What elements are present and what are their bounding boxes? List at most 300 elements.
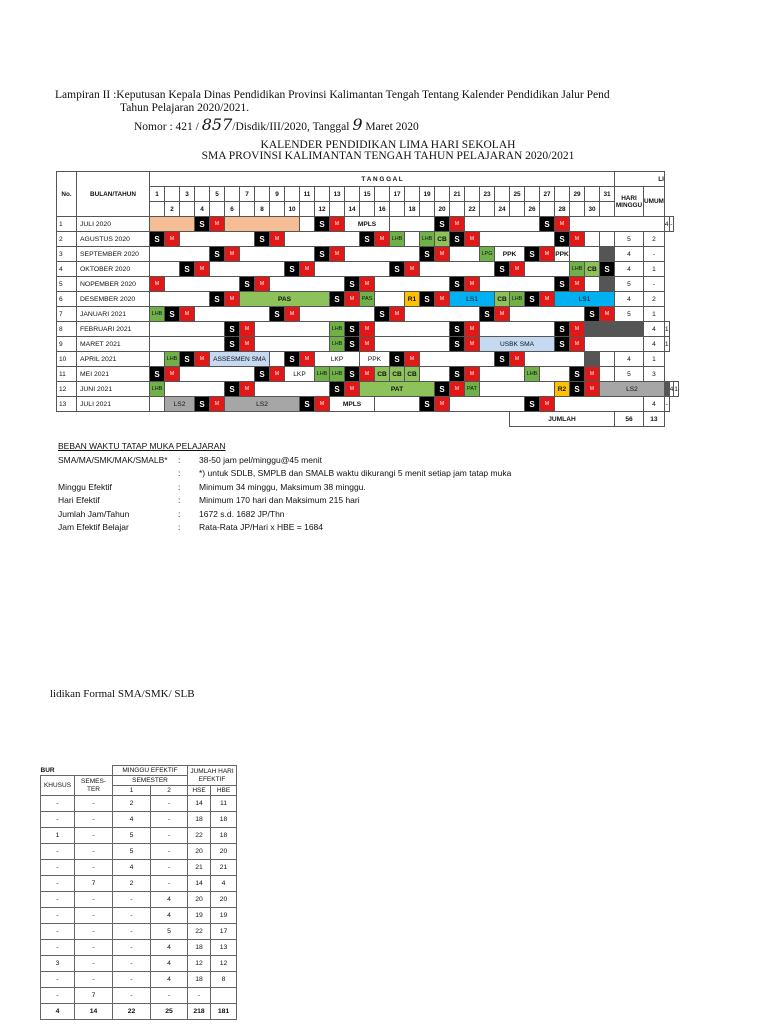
- sunday-cell: S: [345, 367, 360, 382]
- holiday-cell: M: [285, 307, 300, 322]
- day-header-bottom: 30: [585, 202, 600, 217]
- day-header-bottom: 4: [195, 202, 210, 217]
- day-cell: LS1: [450, 292, 495, 307]
- decree-header-line1: Lampiran II :Keputusan Kepala Dinas Pendidikan Provinsi Kalimantan Tengah Tentang Kalender Pendidikan Jalur Pend: [55, 89, 610, 101]
- sunday-cell: S: [480, 307, 495, 322]
- jumlah-label: JUMLAH: [510, 412, 615, 427]
- effective-cell: 20: [211, 892, 237, 908]
- effective-row: [41, 828, 257, 844]
- day-header-top: 29: [570, 187, 585, 202]
- sunday-cell: S: [540, 217, 555, 232]
- row-hari-minggu: 4: [644, 337, 665, 352]
- effective-cell: 19: [188, 908, 211, 924]
- day-cell: R1: [405, 292, 420, 307]
- sunday-cell: S: [390, 352, 405, 367]
- day-cell: LHB: [420, 232, 435, 247]
- sunday-cell: S: [195, 397, 210, 412]
- day-cell: [525, 352, 585, 367]
- day-header-top: 31: [600, 187, 615, 202]
- row-month: FEBRUARI 2021: [77, 322, 150, 337]
- beban-value: Minimum 34 minggu, Maksimum 38 minggu.: [199, 482, 366, 492]
- holiday-cell: M: [210, 217, 225, 232]
- sunday-cell: S: [495, 352, 510, 367]
- day-cell: [315, 262, 390, 277]
- day-header-top: [375, 187, 390, 202]
- beban-separator: :: [178, 522, 181, 532]
- row-number: 6: [57, 292, 77, 307]
- row-number: 7: [57, 307, 77, 322]
- effective-cell: 2: [113, 876, 151, 892]
- sunday-cell: S: [165, 307, 180, 322]
- beban-separator: :: [178, 495, 181, 505]
- day-cell: [375, 292, 405, 307]
- day-cell: MPLS: [330, 397, 375, 412]
- holiday-cell: M: [270, 232, 285, 247]
- effective-cell: -: [41, 908, 75, 924]
- holiday-cell: M: [165, 232, 180, 247]
- effective-cell: -: [41, 892, 75, 908]
- day-header-bottom: [210, 202, 225, 217]
- day-header-bottom: 28: [555, 202, 570, 217]
- day-cell: LHB: [330, 337, 345, 352]
- day-header-top: 11: [300, 187, 315, 202]
- row-month: APRIL 2021: [77, 352, 150, 367]
- day-cell: [600, 277, 615, 292]
- holiday-cell: M: [570, 337, 585, 352]
- beban-separator: :: [178, 468, 181, 478]
- effective-cell: 4: [151, 956, 188, 972]
- holiday-cell: M: [450, 382, 465, 397]
- day-header-top: 9: [270, 187, 285, 202]
- day-cell: [300, 307, 375, 322]
- effective-cell: 21: [188, 860, 211, 876]
- holiday-cell: M: [435, 247, 450, 262]
- day-cell: CB: [435, 232, 450, 247]
- sunday-cell: S: [300, 397, 315, 412]
- day-header-bottom: 24: [495, 202, 510, 217]
- day-cell: USBK SMA: [480, 337, 555, 352]
- day-header-bottom: [240, 202, 255, 217]
- effective-row: [41, 844, 257, 860]
- row-umum: -: [664, 397, 669, 412]
- day-header-top: [195, 187, 210, 202]
- row-month: MEI 2021: [77, 367, 150, 382]
- day-cell: [480, 232, 555, 247]
- row-umum: 1: [664, 337, 669, 352]
- row-umum: 3: [644, 367, 665, 382]
- row-number: 4: [57, 262, 77, 277]
- day-header-top: 19: [420, 187, 435, 202]
- sunday-cell: S: [225, 337, 240, 352]
- day-header-top: [555, 187, 570, 202]
- effective-cell: -: [75, 796, 113, 812]
- effective-cell: 12: [211, 956, 237, 972]
- effective-cell: -: [113, 892, 151, 908]
- holiday-cell: M: [435, 292, 450, 307]
- day-cell: LHB: [510, 292, 525, 307]
- holiday-cell: M: [540, 247, 555, 262]
- sunday-cell: S: [555, 337, 570, 352]
- effective-cell: -: [75, 860, 113, 876]
- day-cell: CB: [405, 367, 420, 382]
- effective-cell: 5: [151, 924, 188, 940]
- calendar-row: [57, 382, 679, 397]
- day-header-bottom: 14: [345, 202, 360, 217]
- decree-number-prefix: Nomor : 421 /: [134, 121, 199, 133]
- day-cell: LHB: [330, 322, 345, 337]
- day-cell: [150, 352, 165, 367]
- day-header-bottom: 6: [225, 202, 240, 217]
- day-cell: LHB: [525, 367, 540, 382]
- day-header-top: 7: [240, 187, 255, 202]
- row-umum: -: [644, 247, 665, 262]
- beban-value: 38-50 jam pel/minggu@45 menit: [199, 455, 322, 465]
- effective-cell: 21: [211, 860, 237, 876]
- day-cell: [195, 307, 270, 322]
- effective-cell: -: [151, 876, 188, 892]
- day-header-bottom: 20: [435, 202, 450, 217]
- row-hari-minggu: 5: [615, 232, 644, 247]
- sunday-cell: S: [570, 382, 585, 397]
- effective-cell: 20: [188, 844, 211, 860]
- day-cell: LPG: [480, 247, 495, 262]
- sunday-cell: S: [330, 292, 345, 307]
- beban-value: Minimum 170 hari dan Maksimum 215 hari: [199, 495, 360, 505]
- row-number: 3: [57, 247, 77, 262]
- row-hari-minggu: 4: [615, 247, 644, 262]
- effective-cell: -: [113, 972, 151, 988]
- day-cell: [390, 217, 435, 232]
- row-umum: 1: [664, 322, 669, 337]
- holiday-cell: M: [345, 382, 360, 397]
- holiday-cell: M: [570, 277, 585, 292]
- day-cell: [240, 247, 315, 262]
- holiday-cell: M: [195, 352, 210, 367]
- sunday-cell: S: [285, 262, 300, 277]
- effective-cell: -: [75, 844, 113, 860]
- effective-cell: -: [151, 860, 188, 876]
- row-month: AGUSTUS 2020: [77, 232, 150, 247]
- col-umum-header: UMUM: [644, 187, 665, 217]
- effective-cell: -: [41, 844, 75, 860]
- day-header-bottom: [390, 202, 405, 217]
- beban-label: Hari Efektif: [58, 495, 100, 505]
- effective-row: [41, 796, 257, 812]
- holiday-cell: M: [465, 337, 480, 352]
- decree-number-line: [134, 115, 419, 134]
- beban-value: *) untuk SDLB, SMPLB dan SMALB waktu dikurangi 5 menit setiap jam tatap muka: [199, 468, 512, 478]
- calendar-row: [57, 262, 679, 277]
- day-cell: CB: [390, 367, 405, 382]
- effective-row: [41, 908, 257, 924]
- minggu-efektif-header: MINGGU EFEKTIF: [113, 766, 188, 776]
- day-header-top: 21: [450, 187, 465, 202]
- holiday-cell: M: [510, 262, 525, 277]
- holiday-cell: M: [390, 307, 405, 322]
- calendar-row: [57, 307, 679, 322]
- calendar-row: [57, 337, 679, 352]
- sunday-cell: S: [450, 322, 465, 337]
- sunday-cell: S: [375, 307, 390, 322]
- effective-row: [41, 988, 257, 1004]
- day-header-top: 5: [210, 187, 225, 202]
- row-hari-minggu: 5: [615, 307, 644, 322]
- calendar-row: [57, 217, 679, 232]
- effective-cell: -: [41, 924, 75, 940]
- effective-cell: -: [113, 924, 151, 940]
- day-cell: LHB: [165, 352, 180, 367]
- effective-row: [41, 812, 257, 828]
- effective-cell: -: [75, 892, 113, 908]
- effective-cell: 5: [113, 828, 151, 844]
- day-header-bottom: [150, 202, 165, 217]
- jumlah-hari: 56: [615, 412, 644, 427]
- decree-header-line2: Tahun Pelajaran 2020/2021.: [120, 102, 250, 114]
- sunday-cell: S: [525, 397, 540, 412]
- day-header-bottom: [180, 202, 195, 217]
- beban-label: Jam Efektif Belajar: [58, 522, 129, 532]
- effective-cell: -: [75, 908, 113, 924]
- day-cell: [480, 277, 555, 292]
- effective-cell: -: [151, 988, 188, 1004]
- khusus-header: KHUSUS: [41, 776, 75, 796]
- day-cell: LHB: [150, 307, 165, 322]
- day-cell: ASSESMEN SMA: [210, 352, 270, 367]
- handwritten-date: 9: [352, 115, 363, 134]
- day-header-top: 23: [480, 187, 495, 202]
- row-umum: -: [669, 217, 674, 232]
- row-number: 8: [57, 322, 77, 337]
- effective-cell: 20: [211, 844, 237, 860]
- row-number: 13: [57, 397, 77, 412]
- beban-label: Minggu Efektif: [58, 482, 112, 492]
- day-cell: CB: [495, 292, 510, 307]
- effective-total-row: [41, 1004, 257, 1020]
- day-cell: PAT: [465, 382, 480, 397]
- day-header-bottom: 2: [165, 202, 180, 217]
- effective-row: [41, 940, 257, 956]
- row-umum: 1: [644, 352, 665, 367]
- day-header-bottom: [450, 202, 465, 217]
- effective-cell: 22: [188, 924, 211, 940]
- row-hari-minggu: 5: [615, 367, 644, 382]
- jumlah-hari-header: JUMLAH HARI EFEKTIF: [188, 766, 237, 786]
- sunday-cell: S: [270, 307, 285, 322]
- day-cell: [165, 382, 225, 397]
- effective-cell: -: [75, 972, 113, 988]
- effective-total-cell: 181: [211, 1004, 237, 1020]
- sem2-header: 2: [151, 786, 188, 796]
- holiday-cell: M: [360, 322, 375, 337]
- bur-header: BUR: [41, 766, 113, 776]
- row-umum: 1: [674, 382, 679, 397]
- day-cell: LKP: [285, 367, 315, 382]
- effective-cell: -: [75, 956, 113, 972]
- day-header-top: [435, 187, 450, 202]
- row-hari-minggu: 4: [644, 322, 665, 337]
- sunday-cell: S: [255, 367, 270, 382]
- effective-cell: -: [113, 956, 151, 972]
- row-number: 11: [57, 367, 77, 382]
- row-hari-minggu: 4: [615, 292, 644, 307]
- day-cell: [150, 397, 165, 412]
- day-cell: MPLS: [345, 217, 390, 232]
- decree-date: Maret 2020: [365, 121, 419, 133]
- sunday-cell: S: [435, 217, 450, 232]
- holiday-cell: M: [495, 307, 510, 322]
- day-cell: [450, 247, 480, 262]
- day-cell: [570, 247, 600, 262]
- effective-cell: 7: [75, 876, 113, 892]
- effective-cell: 2: [113, 796, 151, 812]
- day-cell: [540, 367, 570, 382]
- holiday-cell: M: [405, 352, 420, 367]
- hse-header: HSE: [188, 786, 211, 796]
- day-cell: [180, 232, 255, 247]
- effective-cell: -: [75, 940, 113, 956]
- calendar-row: [57, 367, 679, 382]
- effective-cell: 8: [211, 972, 237, 988]
- holiday-cell: M: [240, 337, 255, 352]
- day-header-top: 3: [180, 187, 195, 202]
- sunday-cell: S: [585, 307, 600, 322]
- row-umum: 1: [644, 262, 665, 277]
- sunday-cell: S: [450, 232, 465, 247]
- row-month: JANUARI 2021: [77, 307, 150, 322]
- effective-row: [41, 956, 257, 972]
- day-cell: [405, 307, 480, 322]
- beban-title: BEBAN WAKTU TATAP MUKA PELAJARAN: [58, 441, 226, 451]
- effective-cell: 17: [211, 924, 237, 940]
- holiday-cell: M: [450, 217, 465, 232]
- day-header-top: [285, 187, 300, 202]
- day-cell: LS2: [225, 397, 300, 412]
- effective-cell: 1: [41, 828, 75, 844]
- effective-cell: -: [41, 988, 75, 1004]
- col-no-header: No.: [57, 172, 77, 217]
- day-cell: [420, 352, 495, 367]
- beban-separator: :: [178, 509, 181, 519]
- day-cell: PAS: [360, 292, 375, 307]
- day-cell: [480, 367, 525, 382]
- effective-cell: 4: [151, 972, 188, 988]
- holiday-cell: M: [570, 232, 585, 247]
- sunday-cell: S: [240, 277, 255, 292]
- holiday-cell: M: [270, 367, 285, 382]
- row-hari-minggu: 4: [664, 217, 669, 232]
- sunday-cell: S: [180, 262, 195, 277]
- effective-cell: 4: [113, 860, 151, 876]
- day-header-bottom: 22: [465, 202, 480, 217]
- effective-cell: -: [75, 828, 113, 844]
- row-month: JUNI 2021: [77, 382, 150, 397]
- jumlah-umum: 13: [644, 412, 665, 427]
- day-cell: [375, 337, 450, 352]
- row-hari-minggu: 4: [615, 352, 644, 367]
- day-cell: LHB: [315, 367, 330, 382]
- effective-cell: -: [41, 876, 75, 892]
- sunday-cell: S: [420, 397, 435, 412]
- day-header-bottom: [420, 202, 435, 217]
- holiday-cell: M: [150, 277, 165, 292]
- day-cell: [480, 322, 555, 337]
- day-header-bottom: [360, 202, 375, 217]
- holiday-cell: M: [300, 262, 315, 277]
- beban-separator: :: [178, 455, 181, 465]
- day-cell: CB: [375, 367, 390, 382]
- holiday-cell: M: [465, 367, 480, 382]
- col-tanggal-header: T A N G G A L: [150, 172, 615, 187]
- effective-row: [41, 972, 257, 988]
- holiday-cell: M: [465, 322, 480, 337]
- effective-total-cell: 25: [151, 1004, 188, 1020]
- holiday-cell: M: [315, 397, 330, 412]
- effective-cell: 14: [188, 796, 211, 812]
- sunday-cell: S: [315, 217, 330, 232]
- day-cell: LS1: [555, 292, 615, 307]
- holiday-cell: M: [585, 382, 600, 397]
- effective-cell: 12: [188, 956, 211, 972]
- sunday-cell: S: [600, 262, 615, 277]
- sunday-cell: S: [450, 277, 465, 292]
- day-cell: LHB: [390, 232, 405, 247]
- calendar-row: [57, 277, 679, 292]
- effective-cell: 22: [188, 828, 211, 844]
- beban-value: Rata-Rata JP/Hari x HBE = 1684: [199, 522, 324, 532]
- day-cell: LHB: [150, 382, 165, 397]
- sunday-cell: S: [345, 337, 360, 352]
- day-cell: [585, 322, 644, 337]
- beban-separator: :: [178, 482, 181, 492]
- calendar-row: [57, 352, 679, 367]
- day-header-top: [345, 187, 360, 202]
- holiday-cell: M: [360, 277, 375, 292]
- day-cell: [255, 337, 330, 352]
- effective-cell: 18: [188, 972, 211, 988]
- spacer: [57, 412, 510, 427]
- holiday-cell: M: [225, 247, 240, 262]
- effective-total-cell: 218: [188, 1004, 211, 1020]
- semester-header: SEMESTER: [113, 776, 188, 786]
- day-header-bottom: 18: [405, 202, 420, 217]
- day-header-top: [525, 187, 540, 202]
- effective-row: [41, 892, 257, 908]
- handwritten-number: 857: [201, 115, 233, 134]
- row-month: JULI 2020: [77, 217, 150, 232]
- holiday-cell: M: [360, 337, 375, 352]
- sunday-cell: S: [225, 322, 240, 337]
- day-header-top: [225, 187, 240, 202]
- effective-cell: 5: [113, 844, 151, 860]
- row-month: DESEMBER 2020: [77, 292, 150, 307]
- effective-cell: 13: [211, 940, 237, 956]
- day-cell: PPK: [555, 247, 570, 262]
- day-cell: [255, 322, 330, 337]
- holiday-cell: M: [240, 382, 255, 397]
- day-cell: [150, 262, 180, 277]
- sunday-cell: S: [555, 322, 570, 337]
- effective-cell: -: [151, 844, 188, 860]
- day-cell: PAT: [360, 382, 435, 397]
- effective-cell: -: [151, 796, 188, 812]
- sunday-cell: S: [180, 352, 195, 367]
- day-cell: [585, 352, 600, 367]
- sunday-cell: S: [210, 292, 225, 307]
- sunday-cell: S: [390, 262, 405, 277]
- effective-cell: 4: [113, 812, 151, 828]
- day-header-top: [495, 187, 510, 202]
- sunday-cell: S: [225, 382, 240, 397]
